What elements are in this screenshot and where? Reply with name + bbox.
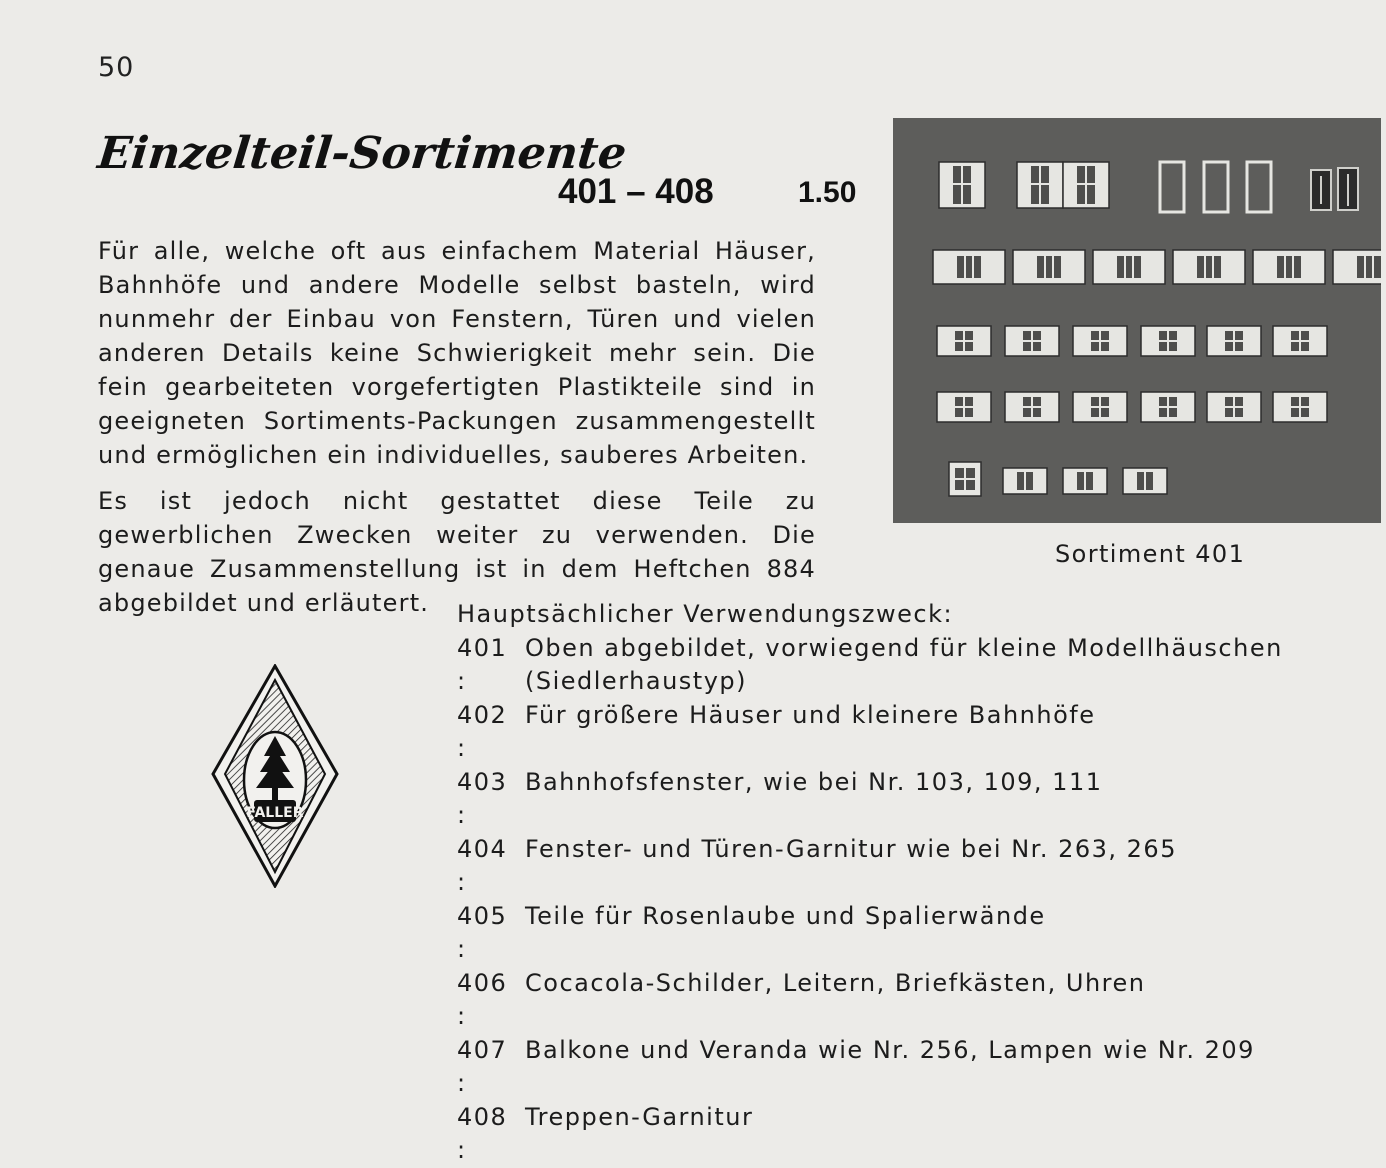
- item-number: 406 :: [457, 968, 508, 1030]
- usage-heading: Hauptsächlicher Verwendungszweck:: [457, 600, 954, 628]
- page-number: 50: [98, 52, 135, 83]
- product-photo: [893, 118, 1381, 523]
- photo-caption: Sortiment 401: [1055, 540, 1246, 568]
- item-text: Bahnhofsfenster, wie bei Nr. 103, 109, 111: [525, 767, 1103, 796]
- item-number: 405 :: [457, 901, 508, 963]
- list-item: [457, 967, 1357, 1034]
- list-item: [457, 833, 1357, 900]
- notice-paragraph: Es ist jedoch nicht gestattet diese Teile zu gewerblichen Zwecken weiter zu verwenden. Die genaue Zusammenstellung ist in dem Heftchen 884 abgebildet und erläutert.: [98, 487, 816, 617]
- usage-list: [457, 598, 1357, 1168]
- description-paragraph: Für alle, welche oft aus einfachem Material Häuser, Bahnhöfe und andere Modelle selbst basteln, wird nunmehr der Einbau von Fenstern, Türen und vielen anderen Details keine Schwierigkeit mehr sein. Die fein gearbeiteten vorgefertigten Plastikteile sind in geeigneten Sortiments-Packungen zusammengestellt und ermöglichen ein individuelles, sauberes Arbeiten.: [98, 237, 816, 469]
- item-text: Fenster- und Türen-Garnitur wie bei Nr. 263, 265: [525, 834, 1177, 863]
- item-number: 404 :: [457, 834, 508, 896]
- item-text: Teile für Rosenlaube und Spalierwände: [525, 901, 1046, 930]
- list-item: [457, 699, 1357, 766]
- item-number: 408 :: [457, 1102, 508, 1164]
- list-item: [457, 766, 1357, 833]
- page-title: Einzelteil-Sortimente: [95, 128, 629, 179]
- list-item: [457, 1101, 1357, 1168]
- item-text: Treppen-Garnitur: [525, 1102, 754, 1131]
- item-number: 401 :: [457, 633, 508, 695]
- item-text: Für größere Häuser und kleinere Bahnhöfe: [525, 700, 1096, 729]
- item-text: Cocacola-Schilder, Leitern, Briefkästen, Uhren: [525, 968, 1146, 997]
- article-range: 401 – 408: [558, 172, 714, 211]
- price: 1.50: [798, 176, 857, 209]
- list-item: [457, 900, 1357, 967]
- item-text: Oben abgebildet, vorwiegend für kleine Modellhäuschen (Siedlerhaustyp): [525, 633, 1283, 695]
- faller-logo: [210, 664, 340, 888]
- window-parts-illustration: [893, 118, 1381, 523]
- item-text: Balkone und Veranda wie Nr. 256, Lampen wie Nr. 209: [525, 1035, 1255, 1064]
- item-number: 402 :: [457, 700, 508, 762]
- list-item: [457, 632, 1357, 699]
- logo-text: FALLER: [246, 805, 304, 821]
- item-number: 403 :: [457, 767, 508, 829]
- list-item: [457, 1034, 1357, 1101]
- faller-diamond-logo-icon: [210, 664, 340, 888]
- item-number: 407 :: [457, 1035, 508, 1097]
